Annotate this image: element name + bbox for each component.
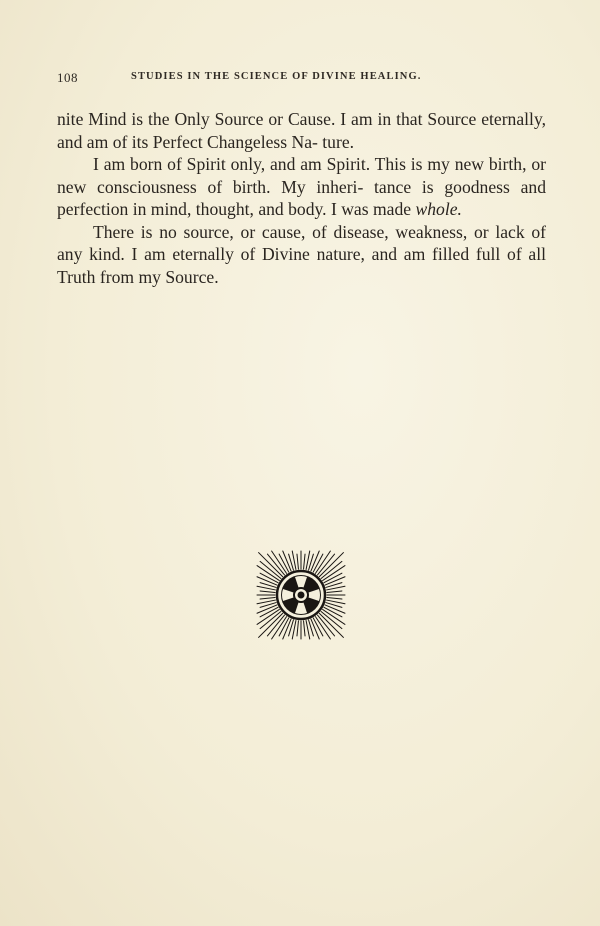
running-title: STUDIES IN THE SCIENCE OF DIVINE HEALING. [131,71,422,82]
ornament-ray [260,598,275,599]
body-text [57,108,546,288]
ornament-ray [259,613,283,637]
ornament-ray [297,621,298,636]
running-head [57,70,547,86]
text-line: new birth, or new consciousness of birth. My inheri- [57,154,546,197]
text-line: tance is goodness and perfection in mind, thought, and [57,176,546,219]
ornament-ray [297,554,298,569]
text-line: ture. [322,131,355,152]
text-line: There is no source, or cause, of disease, weakness, or [93,221,496,242]
ornament-ray [304,621,305,636]
ornament-ray [260,591,275,592]
ornament-ray [319,553,343,577]
sunburst-cross-ornament-icon [256,550,346,640]
page-number: 108 [57,70,78,85]
ornament-ray [319,613,343,637]
text-line: I am born of Spirit only, and am Spirit. This is my [93,154,455,174]
text-line: nite Mind is the Only Source or Cause. I am in that [57,109,428,129]
text-line: Source eternally, and am of its Perfect Changeless Na- [57,109,546,152]
text-line: body. I was made [288,199,416,219]
ornament-ray [327,598,342,599]
paragraph-1 [57,108,546,153]
paragraph-2 [57,153,546,221]
text-line: lack of any kind. I am eternally of Divine nature, and [57,221,547,264]
italic-word: whole. [415,199,462,219]
text-line: am filled full of all Truth from my Source. [57,244,546,287]
ornament-ray [259,553,283,577]
paragraph-3 [57,221,546,289]
ornament-ray [327,591,342,592]
ornament-ray [304,554,305,569]
